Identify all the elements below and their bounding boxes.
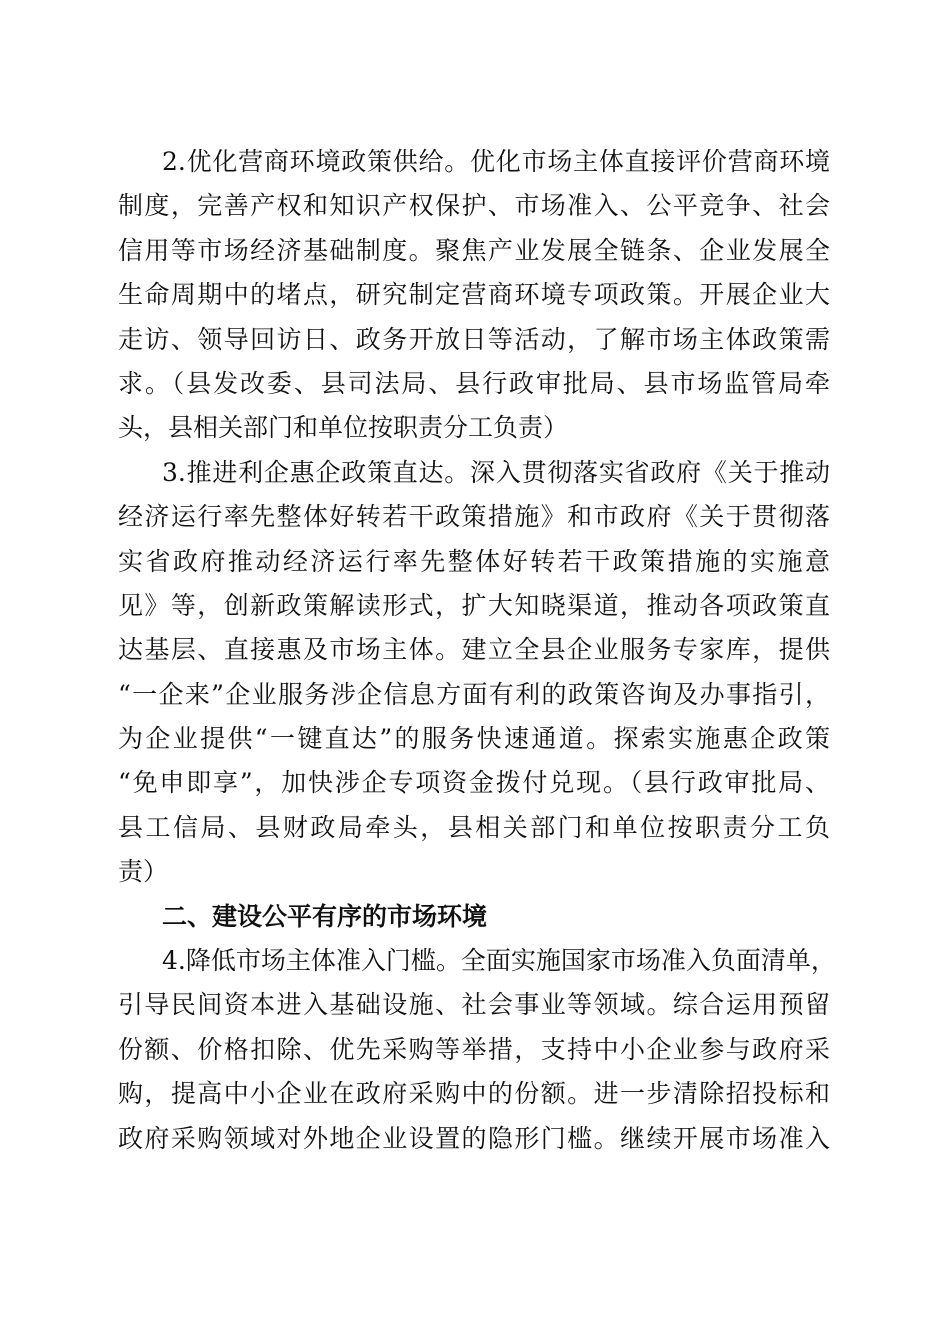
text-line: “一企来”企业服务涉企信息方面有利的政策咨询及办事指引， [118,679,830,709]
text-line: 2.优化营商环境政策供给。优化市场主体直接评价营商环境 [162,147,830,176]
text-line: 信用等市场经济基础制度。聚焦产业发展全链条、企业发展全 [118,235,830,265]
text-line: 生命周期中的堵点，研究制定营商环境专项政策。开展企业大 [118,280,830,310]
text-line: 购，提高中小企业在政府采购中的份额。进一步清除招投标和 [118,1079,830,1109]
text-line: 份额、价格扣除、优先采购等举措，支持中小企业参与政府采 [118,1034,830,1064]
text-line: 实省政府推动经济运行率先整体好转若干政策措施的实施意 [118,546,830,576]
paragraph-3 [118,451,830,895]
text-line: 为企业提供“一键直达”的服务快速通道。探索实施惠企政策 [118,724,830,754]
text-line: 县工信局、县财政局牵头，县相关部门和单位按职责分工负 [118,812,830,842]
text-line: 引导民间资本进入基础设施、社会事业等领域。综合运用预留 [118,990,830,1020]
section-title: 二、建设公平有序的市场环境 [162,901,488,931]
text-line: 制度，完善产权和知识产权保护、市场准入、公平竞争、社会 [118,191,830,221]
document-body [118,140,836,1161]
text-line: 达基层、直接惠及市场主体。建立全县企业服务专家库，提供 [118,635,830,665]
text-line: 见》等，创新政策解读形式，扩大知晓渠道，推动各项政策直 [118,590,830,620]
text-line: 头，县相关部门和单位按职责分工负责） [118,413,569,443]
paragraph-4 [118,939,836,1161]
text-line: 3.推进利企惠企政策直达。深入贯彻落实省政府《关于推动 [162,457,830,487]
text-line: 经济运行率先整体好转若干政策措施》和市政府《关于贯彻落 [118,502,830,532]
text-line: 4.降低市场主体准入门槛。全面实施国家市场准入负面清单， [162,946,836,976]
text-line: 走访、领导回访日、政务开放日等活动，了解市场主体政策需 [118,324,830,354]
text-line: “免申即享”，加快涉企专项资金拨付兑现。（县行政审批局、 [118,768,830,798]
section-heading [118,895,830,939]
text-line: 责） [118,857,169,887]
text-line: 政府采购领域对外地企业设置的隐形门槛。继续开展市场准入 [118,1123,830,1153]
text-line: 求。（县发改委、县司法局、县行政审批局、县市场监管局牵 [118,368,830,398]
paragraph-2 [118,140,830,451]
